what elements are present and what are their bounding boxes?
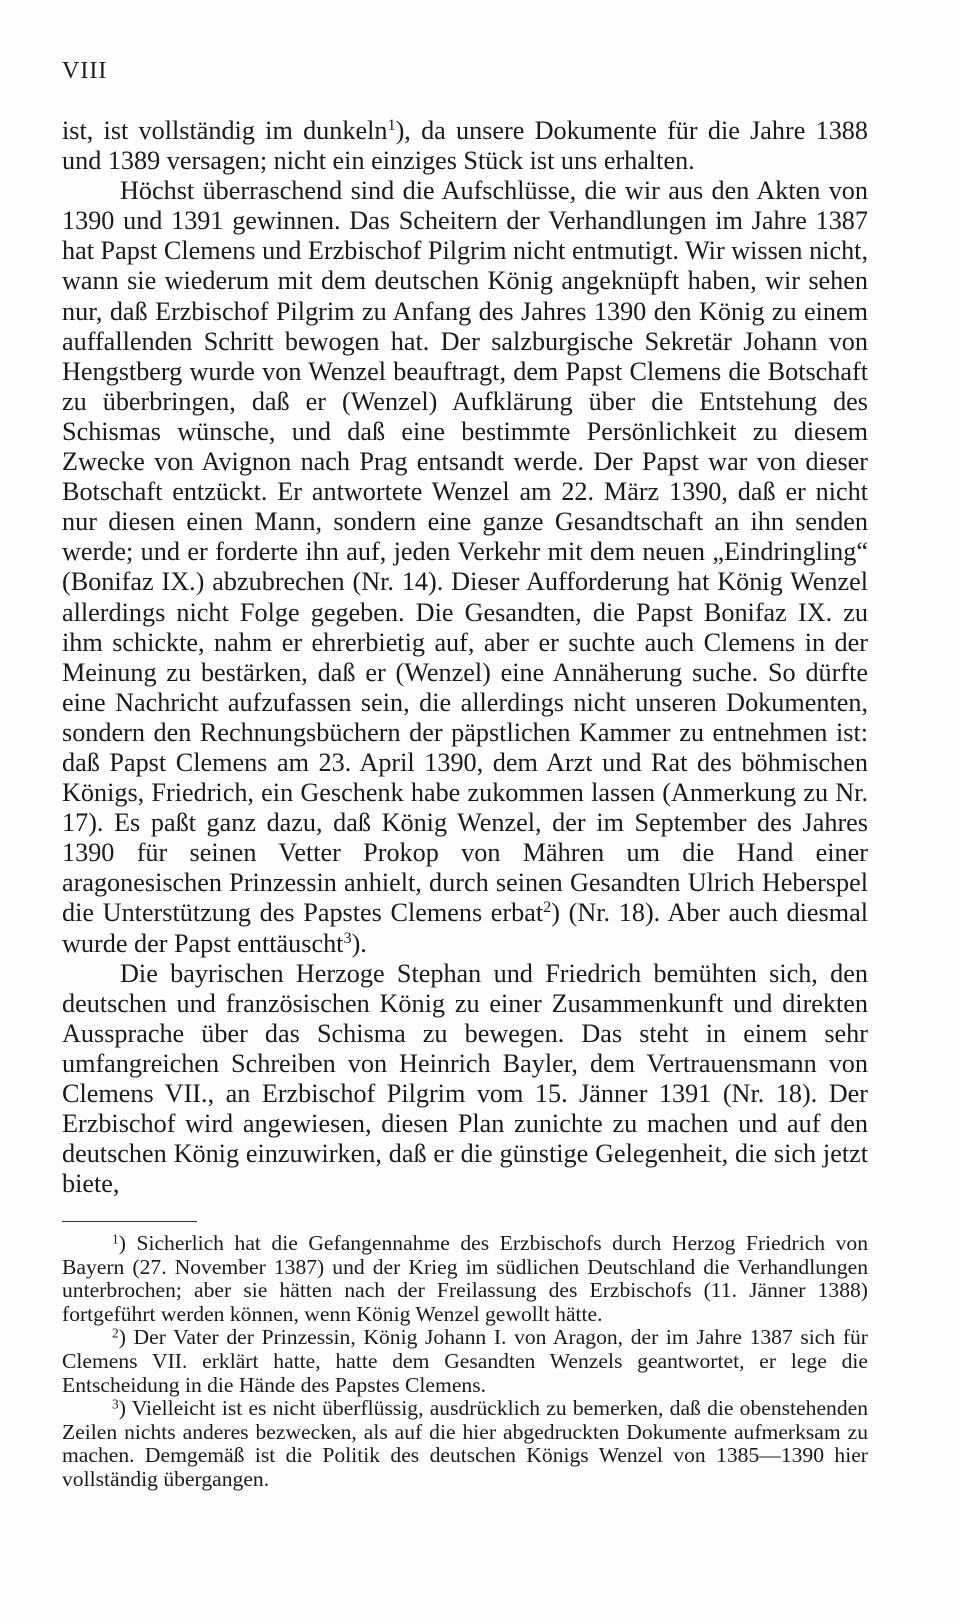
paragraph-2 — [62, 176, 868, 958]
footnote-1-text: Sicherlich hat die Gefangennahme des Erzbischofs durch Herzog Friedrich von Bayern (27. November 1387) und der Krieg im südlichen Deutschland die Verhandlungen unterbrochen; aber sie hätten nach der Freilassung des Erzbischofs (11. Jänner 1388) fortgeführt werden können, wenn König Wenzel gewollt hätte. — [62, 1231, 869, 1326]
footnote-separator — [62, 1221, 197, 1222]
footnote-2-marker: $^2$) — [112, 1325, 126, 1350]
paragraph-2-text-c: ). — [351, 928, 367, 958]
main-text — [62, 116, 868, 1199]
page-number: VIII — [62, 58, 108, 84]
footnote-2-text: Der Vater der Prinzessin, König Johann I. von Aragon, der im Jahre 1387 sich für Clemens VII. erklärt hatte, hatte dem Gesandten Wenzels geantwortet, er lege die Entscheidung in die Hände des Papstes Clemens. — [62, 1325, 868, 1397]
footnote-3 — [62, 1397, 868, 1491]
paragraph-2-text-a: Höchst überraschend sind die Aufschlüsse, die wir aus den Akten von 1390 und 1391 gewinnen. Das Scheitern der Verhandlungen im Jahre 1387 hat Papst Clemens und Erzbischof Pilgrim nicht entmutigt. Wir wissen nicht, wann sie wiederum mit dem deutschen König angeknüpft haben, wir sehen nur, daß Erzbischof Pilgrim zu Anfang des Jahres 1390 den König zu einem auffallenden Schritt bewogen hat. Der salzburgische Sekretär Johann von Hengstberg wurde von Wenzel beauftragt, dem Papst Clemens die Botschaft zu überbringen, daß er (Wenzel) Aufklärung über die Entstehung des Schismas wünsche, und daß eine bestimmte Persönlichkeit zu diesem Zwecke von Avignon nach Prag entsandt werde. Der Papst war von dieser Botschaft entzückt. Er antwortete Wenzel am 22. März 1390, daß er nicht nur diesen einen Mann, sondern eine ganze Gesandtschaft an ihn senden werde; und er forderte ihn auf, jeden Verkehr mit dem neuen „Eindringling“ (Bonifaz IX.) abzubrechen (Nr. 14). Dieser Aufforderung hat König Wenzel allerdings nicht Folge gegeben. Die Gesandten, die Papst Bonifaz IX. zu ihm schickte, nahm er ehrerbietig auf, aber er suchte auch Clemens in der Meinung zu bestärken, daß er (Wenzel) eine Annäherung suche. So dürfte eine Nachricht aufzufassen sein, die allerdings nicht unseren Dokumenten, sondern den Rechnungsbüchern der päpstlichen Kammer zu entnehmen ist: daß Papst Clemens am 23. April 1390, dem Arzt und Rat des böhmischen Königs, Friedrich, ein Geschenk habe zukommen lassen (Anmerkung zu Nr. 17). Es paßt ganz dazu, daß König Wenzel, der im September des Jahres 1390 für seinen Vetter Prokop von Mähren um die Hand einer aragonesischen Prinzessin anhielt, durch seinen Gesandten Ulrich Heberspel die Unterstützung des Papstes Clemens erbat — [62, 176, 868, 928]
footnote-1-marker: $^1$) — [112, 1231, 126, 1255]
paragraph-3-text: Die bayrischen Herzoge Stephan und Friedrich bemühten sich, den deutschen und französischen König zu einer Zusammenkunft und direkten Aussprache über das Schisma zu bewegen. Das steht in einem sehr umfangreichen Schreiben von Heinrich Bayler, dem Vertrauensmann von Clemens VII., an Erzbischof Pilgrim vom 15. Jänner 1391 (Nr. 18). Der Erzbischof wird angewiesen, diesen Plan zunichte zu machen und auf den deutschen König einzuwirken, daß er die günstige Gelegenheit, die sich jetzt biete, — [62, 958, 868, 1199]
paragraph-1-text-a: ist, ist vollständig im dunkeln — [62, 116, 388, 145]
paragraph-1-text-b: ), da unsere Dokumente für die Jahre 1388 und 1389 versagen; nicht ein einziges Stück ist uns erhalten. — [62, 116, 868, 176]
footnote-ref-1: 1 — [387, 116, 396, 135]
paragraph-2-text-b: ) (Nr. 18). Aber auch diesmal wurde der Papst enttäuscht — [62, 898, 869, 958]
footnote-2 — [62, 1326, 868, 1397]
paragraph-3 — [62, 959, 868, 1200]
footnote-3-marker: $^3$) — [112, 1396, 126, 1421]
footnote-3-text: Vielleicht ist es nicht überflüssig, ausdrücklich zu bemerken, daß die obenstehenden Zeilen nichts anderes bezwecken, als auf die hier abgedruckten Dokumente aufmerksam zu machen. Demgemäß ist die Politik des deutschen Königs Wenzel von 1385—1390 hier vollständig übergangen. — [62, 1396, 869, 1491]
footnote-ref-2: 2 — [543, 898, 552, 917]
footnote-ref-3: 3 — [343, 928, 352, 947]
paragraph-1 — [62, 116, 868, 176]
footnotes — [62, 1232, 868, 1492]
footnote-1 — [62, 1232, 868, 1326]
